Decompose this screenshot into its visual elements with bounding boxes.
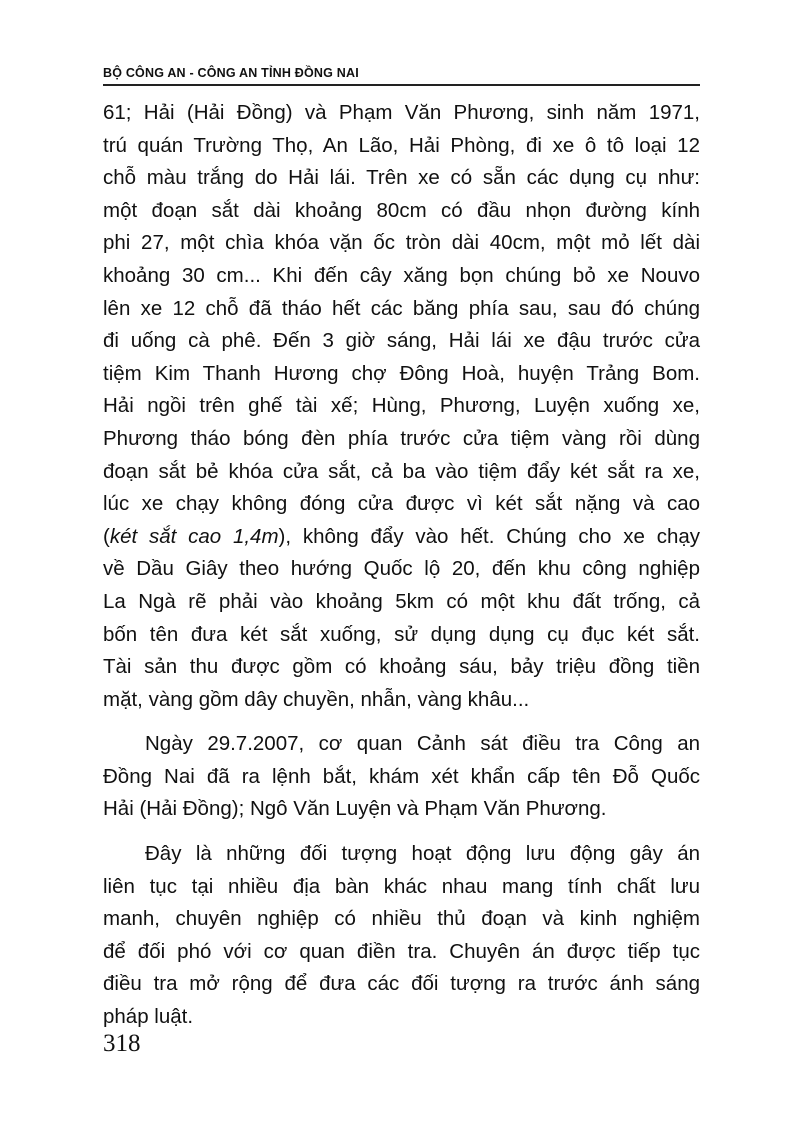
text-line: trú quán Trường Thọ, An Lão, Hải Phòng, đi xe ô tô loại 12: [103, 133, 700, 157]
text-line: pháp luật.: [103, 1005, 194, 1029]
text-line: về Dầu Giây theo hướng Quốc lộ 20, đến khu công nghiệp: [103, 557, 700, 581]
text-line: mặt, vàng gồm dây chuyền, nhẫn, vàng khâu...: [103, 687, 530, 711]
text-line: liên tục tại nhiều địa bàn khác nhau mang tính chất lưu: [103, 874, 700, 898]
text-line: lên xe 12 chỗ đã tháo hết các băng phía sau, sau đó chúng: [103, 296, 700, 320]
text-line: La Ngà rẽ phải vào khoảng 5km có một khu đất trống, cả: [103, 589, 700, 613]
open-paren: (: [103, 524, 110, 548]
text-line: tiệm Kim Thanh Hương chợ Đông Hoà, huyện Trảng Bom.: [103, 361, 700, 385]
page-body: [103, 97, 700, 1034]
text-line: Ngày 29.7.2007, cơ quan Cảnh sát điều tra Công an: [145, 732, 700, 756]
text-line: đi uống cà phê. Đến 3 giờ sáng, Hải lái xe đậu trước cửa: [103, 329, 700, 353]
text-line-with-italic: [103, 521, 700, 554]
text-line: bốn tên đưa két sắt xuống, sử dụng dụng cụ đục két sắt.: [103, 622, 700, 646]
page-number: 318: [103, 1030, 141, 1057]
text-line: đoạn sắt bẻ khóa cửa sắt, cả ba vào tiệm đẩy két sắt ra xe,: [103, 459, 700, 483]
header-divider: [103, 84, 700, 86]
text-line: 61; Hải (Hải Đồng) và Phạm Văn Phương, sinh năm 1971,: [103, 101, 700, 124]
paragraph-gap: [103, 716, 700, 728]
text-line: Phương tháo bóng đèn phía trước cửa tiệm vàng rồi dùng: [103, 426, 700, 450]
line-rest: ), không đẩy vào hết. Chúng cho xe chạy: [278, 524, 700, 548]
text-line: manh, chuyên nghiệp có nhiều thủ đoạn và kinh nghiệm: [103, 907, 700, 931]
text-line: Đồng Nai đã ra lệnh bắt, khám xét khẩn cấp tên Đỗ Quốc: [103, 764, 700, 788]
paragraph-gap: [103, 826, 700, 838]
text-line: lúc xe chạy không đóng cửa được vì két sắt nặng và cao: [103, 492, 700, 516]
text-line: Đây là những đối tượng hoạt động lưu động gây án: [145, 842, 700, 866]
paragraph-1: [103, 97, 700, 716]
text-line: khoảng 30 cm... Khi đến cây xăng bọn chúng bỏ xe Nouvo: [103, 263, 700, 287]
text-line: một đoạn sắt dài khoảng 80cm có đầu nhọn đường kính: [103, 198, 700, 222]
text-line: để đối phó với cơ quan điền tra. Chuyên án được tiếp tục: [103, 939, 700, 963]
text-line: chỗ màu trắng do Hải lái. Trên xe có sẵn các dụng cụ như:: [103, 166, 700, 190]
paragraph-2: [103, 728, 700, 826]
text-line: Hải (Hải Đồng); Ngô Văn Luyện và Phạm Văn Phương.: [103, 797, 607, 821]
text-line: Hải ngồi trên ghế tài xế; Hùng, Phương, Luyện xuống xe,: [103, 394, 700, 418]
italic-note: két sắt cao 1,4m: [109, 524, 279, 548]
running-header: BỘ CÔNG AN - CÔNG AN TỈNH ĐỒNG NAI: [103, 66, 359, 80]
text-line: phi 27, một chìa khóa vặn ốc tròn dài 40cm, một mỏ lết dài: [103, 231, 700, 255]
text-line: Tài sản thu được gồm có khoảng sáu, bảy triệu đồng tiền: [103, 655, 700, 679]
paragraph-3: [103, 838, 700, 1034]
text-line: điều tra mở rộng để đưa các đối tượng ra trước ánh sáng: [103, 972, 700, 996]
